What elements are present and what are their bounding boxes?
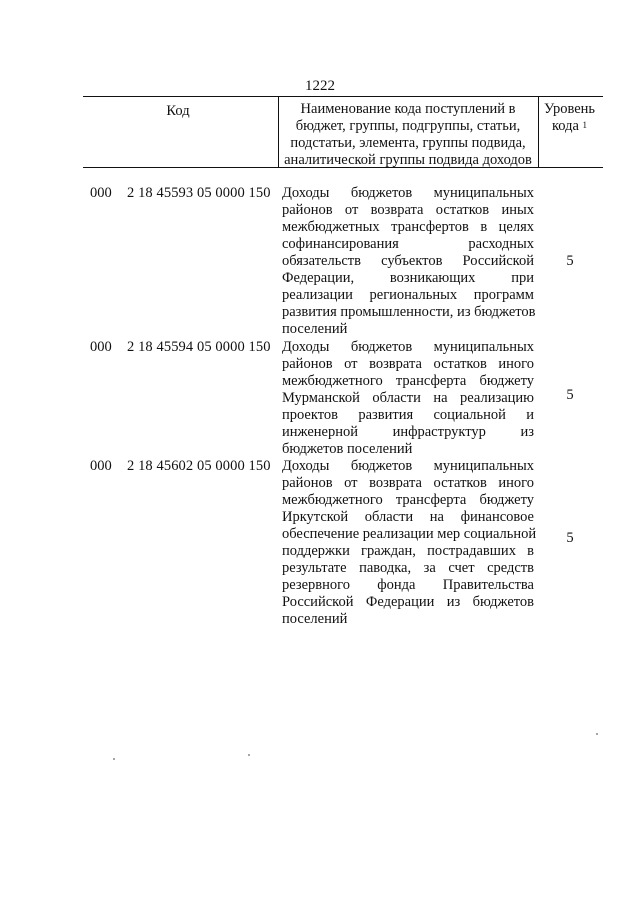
table-header [83, 96, 603, 168]
scan-speck [248, 754, 250, 756]
row-prefix: 000 [90, 185, 112, 201]
description-line: реализации региональных программ [282, 287, 534, 303]
row-description [282, 458, 537, 628]
description-line: Федерации, возникающих при [282, 270, 534, 286]
description-line: поселений [282, 321, 348, 337]
header-name-line: бюджет, группы, подгруппы, статьи, [295, 118, 521, 134]
row-description [282, 339, 534, 458]
description-line: бюджетов поселений [282, 441, 413, 457]
row-code: 2 18 45593 05 0000 150 [127, 185, 271, 201]
description-line: районов от возврата остатков иного [282, 356, 534, 372]
header-level-word: кода [551, 118, 579, 134]
row-level: 5 [566, 387, 574, 403]
description-line: софинансирования расходных [282, 236, 534, 252]
description-line: обеспечение реализации мер социальной [282, 526, 537, 542]
description-line: межбюджетных трансфертов в целях [282, 219, 534, 235]
description-line: поддержки граждан, пострадавших в [282, 543, 534, 559]
description-line: обязательств субъектов Российской [282, 253, 534, 269]
row-level: 5 [566, 253, 574, 269]
description-line: районов от возврата остатков иных [282, 202, 534, 218]
scan-speck [596, 733, 598, 735]
footnote-marker: 1 [582, 120, 588, 130]
header-level-line [538, 118, 601, 135]
description-line: результате паводка, за счет средств [282, 560, 534, 576]
description-line: районов от возврата остатков иного [282, 475, 534, 491]
row-prefix: 000 [90, 339, 112, 355]
description-line: межбюджетного трансферта бюджету [282, 373, 534, 389]
description-line: резервного фонда Правительства [282, 577, 534, 593]
row-prefix: 000 [90, 458, 112, 474]
row-code: 2 18 45602 05 0000 150 [127, 458, 271, 474]
description-line: развития промышленности, из бюджетов [282, 304, 536, 320]
header-name-line: Наименование кода поступлений в [300, 101, 516, 117]
header-name [278, 101, 538, 169]
description-line: поселений [282, 611, 348, 627]
description-line: Доходы бюджетов муниципальных [282, 339, 534, 355]
row-description [282, 185, 534, 338]
row-level: 5 [566, 530, 574, 546]
header-level [538, 101, 601, 135]
page-number: 1222 [305, 78, 335, 94]
header-code: Код [166, 103, 190, 119]
header-name-line: подстатьи, элемента, группы подвида, [290, 135, 526, 151]
header-name-line: аналитической группы подвида доходов [284, 152, 532, 168]
description-line: Мурманской области на реализацию [282, 390, 534, 406]
description-line: межбюджетного трансферта бюджету [282, 492, 534, 508]
description-line: Доходы бюджетов муниципальных [282, 185, 534, 201]
header-level-line: Уровень [543, 101, 596, 117]
row-code: 2 18 45594 05 0000 150 [127, 339, 271, 355]
description-line: Иркутской области на финансовое [282, 509, 534, 525]
description-line: Доходы бюджетов муниципальных [282, 458, 534, 474]
description-line: инженерной инфраструктур из [282, 424, 534, 440]
description-line: Российской Федерации из бюджетов [282, 594, 534, 610]
scan-speck [113, 758, 115, 760]
description-line: проектов развития социальной и [282, 407, 534, 423]
